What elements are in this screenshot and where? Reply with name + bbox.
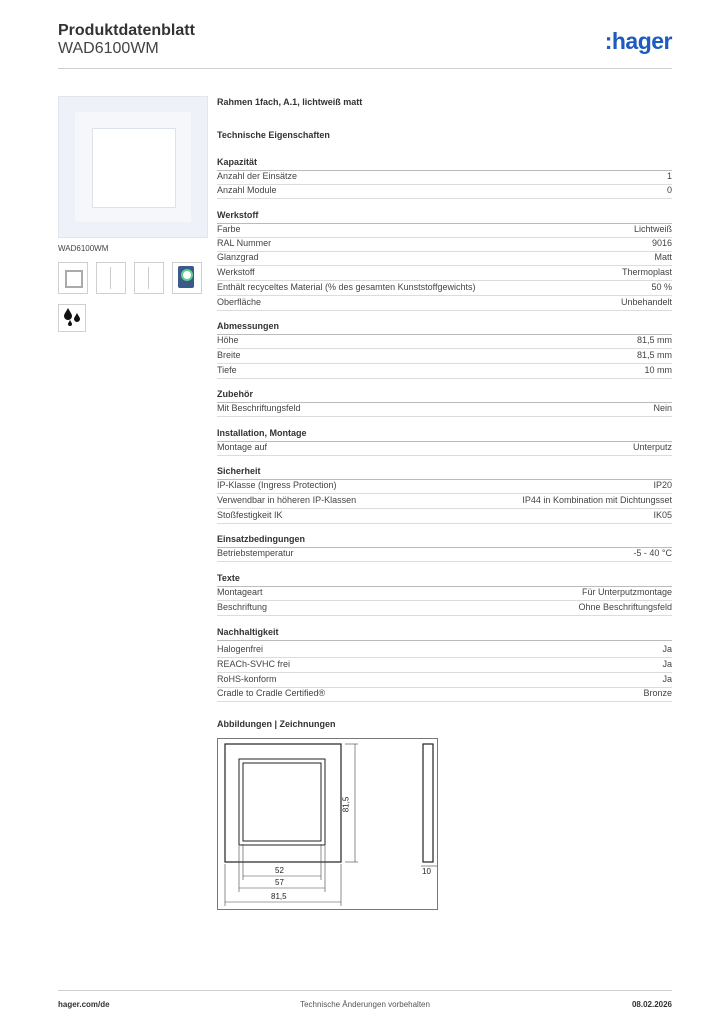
- section-title: Kapazität: [217, 156, 672, 171]
- property-value: 10 mm: [644, 365, 672, 375]
- section-title: Texte: [217, 572, 672, 587]
- property-key: Oberfläche: [217, 297, 262, 307]
- property-row: [217, 402, 672, 417]
- property-key: Anzahl Module: [217, 185, 277, 195]
- dim-mid-label: 57: [275, 878, 284, 887]
- side-profile-icon[interactable]: [96, 262, 126, 294]
- page-footer: [58, 990, 672, 1019]
- frame-square-icon[interactable]: [58, 262, 88, 294]
- dim-depth-label: 10: [422, 867, 431, 876]
- property-value: Bronze: [643, 688, 672, 698]
- property-value: Ja: [662, 674, 672, 684]
- property-value: Thermoplast: [621, 267, 672, 277]
- product-image: [58, 96, 208, 238]
- property-value: Nein: [653, 403, 672, 413]
- property-row: [217, 479, 672, 494]
- property-value: IK05: [653, 510, 672, 520]
- property-value: 50 %: [651, 282, 672, 292]
- water-drops-icon: [58, 304, 86, 332]
- property-value: 0: [666, 185, 672, 195]
- property-key: Betriebstemperatur: [217, 548, 294, 558]
- certificate-icon[interactable]: [172, 262, 202, 294]
- footer-website-link[interactable]: hager.com/de: [58, 1000, 110, 1009]
- dim-outer-label: 81,5: [271, 892, 287, 901]
- section-title: Werkstoff: [217, 209, 672, 224]
- property-key: Cradle to Cradle Certified®: [217, 688, 326, 698]
- property-key: Mit Beschriftungsfeld: [217, 403, 301, 413]
- property-value: Ja: [662, 644, 672, 654]
- footer-notice: Technische Änderungen vorbehalten: [300, 1000, 430, 1009]
- property-row: [217, 237, 672, 252]
- section-title: Abmessungen: [217, 320, 672, 335]
- property-value: Ohne Beschriftungsfeld: [578, 602, 672, 612]
- property-row: [217, 281, 672, 296]
- property-row: [217, 349, 672, 364]
- property-value: -5 - 40 °C: [633, 548, 672, 558]
- property-value: 1: [666, 171, 672, 181]
- section-title: Zubehör: [217, 388, 672, 403]
- property-value: 81,5 mm: [636, 335, 672, 345]
- property-row: [217, 658, 672, 673]
- section-title: Installation, Montage: [217, 427, 672, 442]
- property-value: Unterputz: [632, 442, 672, 452]
- frame-opening: [92, 128, 176, 208]
- footer-date: 08.02.2026: [631, 1000, 672, 1009]
- property-value: Für Unterputzmontage: [581, 587, 672, 597]
- side-profile-icon[interactable]: [134, 262, 164, 294]
- property-row: [217, 509, 672, 524]
- property-key: RoHS-konform: [217, 674, 277, 684]
- property-row: [217, 643, 672, 658]
- dim-inner-label: 52: [275, 866, 284, 875]
- property-key: Halogenfrei: [217, 644, 264, 654]
- property-key: Anzahl der Einsätze: [217, 171, 298, 181]
- dim-height-label: 81,5: [341, 796, 351, 813]
- property-row: [217, 364, 672, 379]
- property-value: Lichtweiß: [633, 224, 672, 234]
- property-value: 9016: [651, 238, 672, 248]
- property-value: IP44 in Kombination mit Dichtungsset: [522, 495, 672, 505]
- hager-logo: :hager: [604, 28, 672, 54]
- property-value: Unbehandelt: [620, 297, 672, 307]
- drawings-heading: Abbildungen | Zeichnungen: [217, 719, 336, 729]
- product-code: WAD6100WM: [58, 40, 159, 57]
- property-row: [217, 441, 672, 456]
- property-row: [217, 687, 672, 702]
- property-row: [217, 334, 672, 349]
- property-key: Höhe: [217, 335, 239, 345]
- technical-drawing: [217, 738, 438, 910]
- property-key: Beschriftung: [217, 602, 268, 612]
- section-title: Sicherheit: [217, 465, 672, 480]
- property-value: IP20: [653, 480, 672, 490]
- property-row: [217, 494, 672, 509]
- property-row: [217, 266, 672, 281]
- section-title: Einsatzbedingungen: [217, 533, 672, 548]
- section-title: Nachhaltigkeit: [217, 626, 672, 641]
- property-row: [217, 251, 672, 266]
- property-key: Werkstoff: [217, 267, 255, 277]
- property-key: RAL Nummer: [217, 238, 272, 248]
- property-key: Montage auf: [217, 442, 268, 452]
- property-row: [217, 170, 672, 185]
- property-key: Breite: [217, 350, 241, 360]
- property-key: Farbe: [217, 224, 241, 234]
- document-title: Produktdatenblatt: [58, 22, 195, 39]
- property-row: [217, 296, 672, 311]
- property-row: [217, 547, 672, 562]
- property-row: [217, 601, 672, 616]
- property-key: IP-Klasse (Ingress Protection): [217, 480, 337, 490]
- property-value: Ja: [662, 659, 672, 669]
- property-key: Enthält recyceltes Material (% des gesamten Kunststoffgewichts): [217, 282, 476, 292]
- page-header: [58, 20, 672, 69]
- tech-properties-heading: Technische Eigenschaften: [217, 130, 330, 140]
- property-row: [217, 223, 672, 238]
- property-value: Matt: [654, 252, 672, 262]
- property-row: [217, 586, 672, 601]
- property-key: REACh-SVHC frei: [217, 659, 291, 669]
- property-key: Stoßfestigkeit IK: [217, 510, 283, 520]
- product-name: Rahmen 1fach, A.1, lichtweiß matt: [217, 97, 363, 107]
- image-caption: WAD6100WM: [58, 244, 109, 253]
- property-key: Tiefe: [217, 365, 237, 375]
- property-row: [217, 184, 672, 199]
- property-key: Glanzgrad: [217, 252, 259, 262]
- property-key: Verwendbar in höheren IP-Klassen: [217, 495, 357, 505]
- property-row: [217, 673, 672, 688]
- property-key: Montageart: [217, 587, 263, 597]
- property-value: 81,5 mm: [636, 350, 672, 360]
